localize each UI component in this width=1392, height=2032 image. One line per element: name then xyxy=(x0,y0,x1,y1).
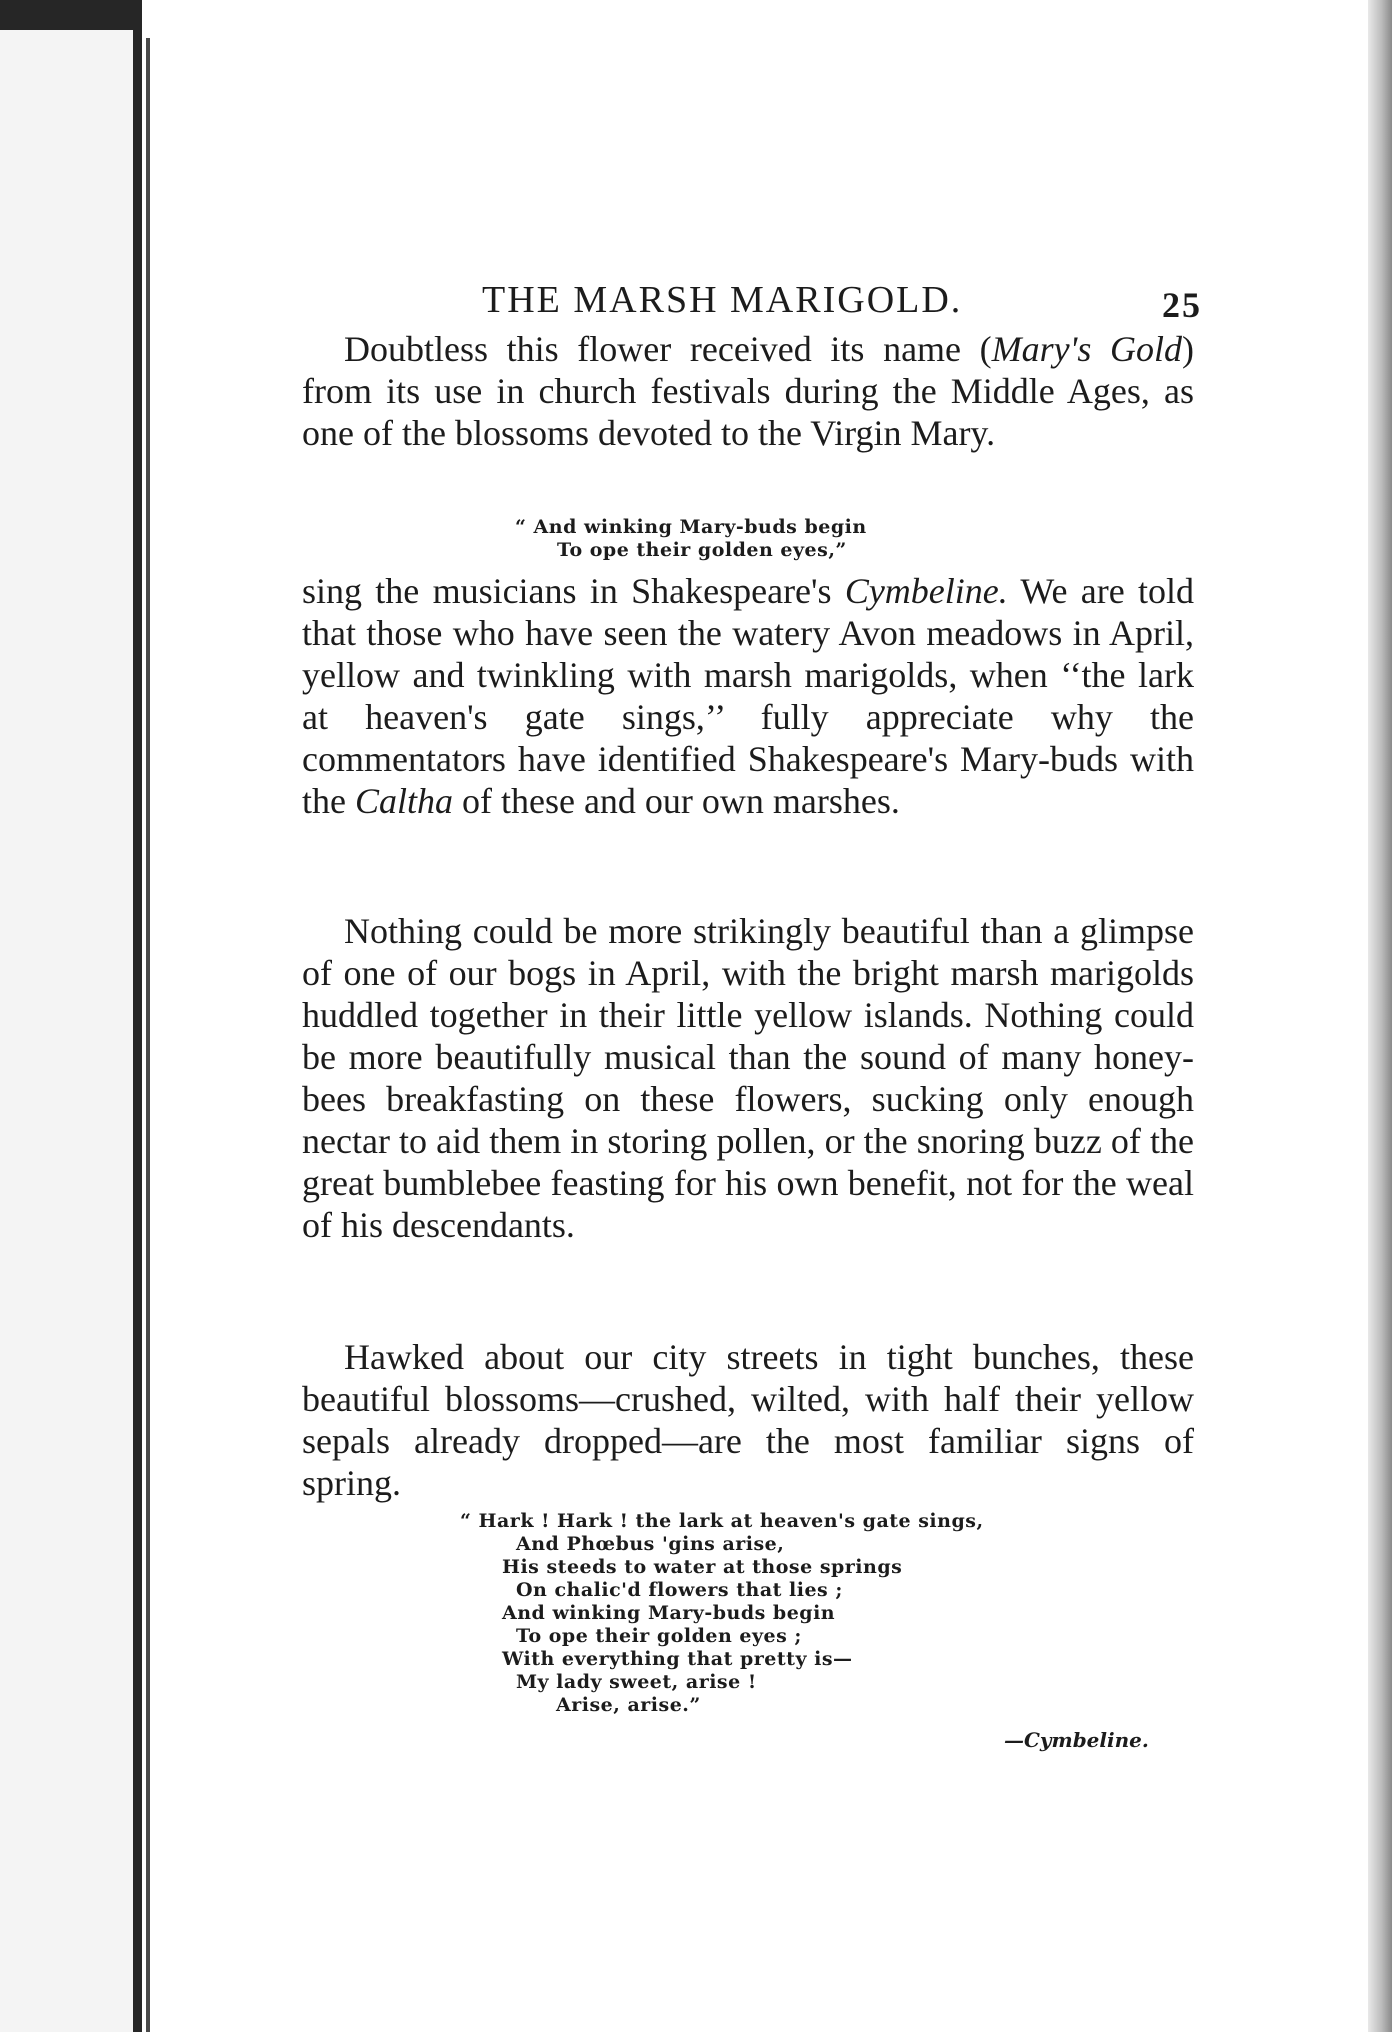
paragraph-2-text-a: sing the musicians in Shakespeare's xyxy=(302,571,845,611)
paragraph-2 xyxy=(302,570,1194,822)
verse-line: And winking Mary-buds begin xyxy=(502,1602,836,1624)
verse-line: Arise, arise.” xyxy=(556,1694,701,1716)
quote-line: “ And winking Mary-buds begin xyxy=(515,516,867,538)
paragraph-2-italic-d: Caltha xyxy=(354,781,453,821)
verse-line: His steeds to water at those springs xyxy=(502,1556,903,1578)
paragraph-4-text: Hawked about our city streets in tight bunches, these beautiful blossoms—crushed, wilted, with half their yellow sepals already dropped—are the most familiar signs of spring. xyxy=(302,1337,1194,1503)
paragraph-3 xyxy=(302,910,1194,1246)
facing-page xyxy=(0,30,133,2032)
page-title: THE MARSH MARIGOLD. xyxy=(482,279,963,321)
paragraph-4 xyxy=(302,1336,1194,1504)
closing-verse xyxy=(460,1510,984,1717)
verse-attribution: —Cymbeline. xyxy=(1004,1728,1149,1752)
page-spine-edge xyxy=(146,38,150,2032)
verse-line: My lady sweet, arise ! xyxy=(516,1671,757,1693)
inline-quote xyxy=(515,516,867,562)
verse-line: And Phœbus 'gins arise, xyxy=(516,1533,785,1555)
paragraph-2-text-c: We are told that those who have seen the watery Avon meadows in April, yellow and twinkling with marsh marigolds, when ‘‘the lark at heaven's gate sings,’’ fully appreciate why the commentators have identified Shakespeare's Mary-buds with the xyxy=(302,571,1194,821)
paragraph-1-italic: Mary's Gold xyxy=(991,329,1182,369)
paragraph-1-text-a: Doubtless this flower received its name ( xyxy=(344,329,992,369)
quote-line: To ope their golden eyes,” xyxy=(557,539,847,561)
verse-line: On chalic'd flowers that lies ; xyxy=(516,1579,843,1601)
paragraph-1-text-c: ) from its use in church festivals during the Middle Ages, as one of the blossoms devoted to the Virgin Mary. xyxy=(302,329,1194,453)
paragraph-2-italic-b: Cymbeline. xyxy=(844,571,1008,611)
page-fore-edge xyxy=(1368,0,1392,2032)
paragraph-1 xyxy=(302,328,1194,454)
page-number: 25 xyxy=(1162,285,1202,325)
verse-line: “ Hark ! Hark ! the lark at heaven's gate sings, xyxy=(460,1510,984,1532)
paragraph-3-text: Nothing could be more strikingly beautiful than a glimpse of one of our bogs in April, with the bright marsh marigolds huddled together in their little yellow islands. Nothing could be more beautifully musical than the sound of many honey-bees breakfasting on these flowers, sucking only enough nectar to aid them in storing pollen, or the snoring buzz of the great bumblebee feasting for his own benefit, not for the weal of his descendants. xyxy=(302,911,1194,1245)
verse-line: With everything that pretty is— xyxy=(502,1648,853,1670)
paragraph-2-text-e: of these and our own marshes. xyxy=(453,781,900,821)
verse-line: To ope their golden eyes ; xyxy=(516,1625,802,1647)
